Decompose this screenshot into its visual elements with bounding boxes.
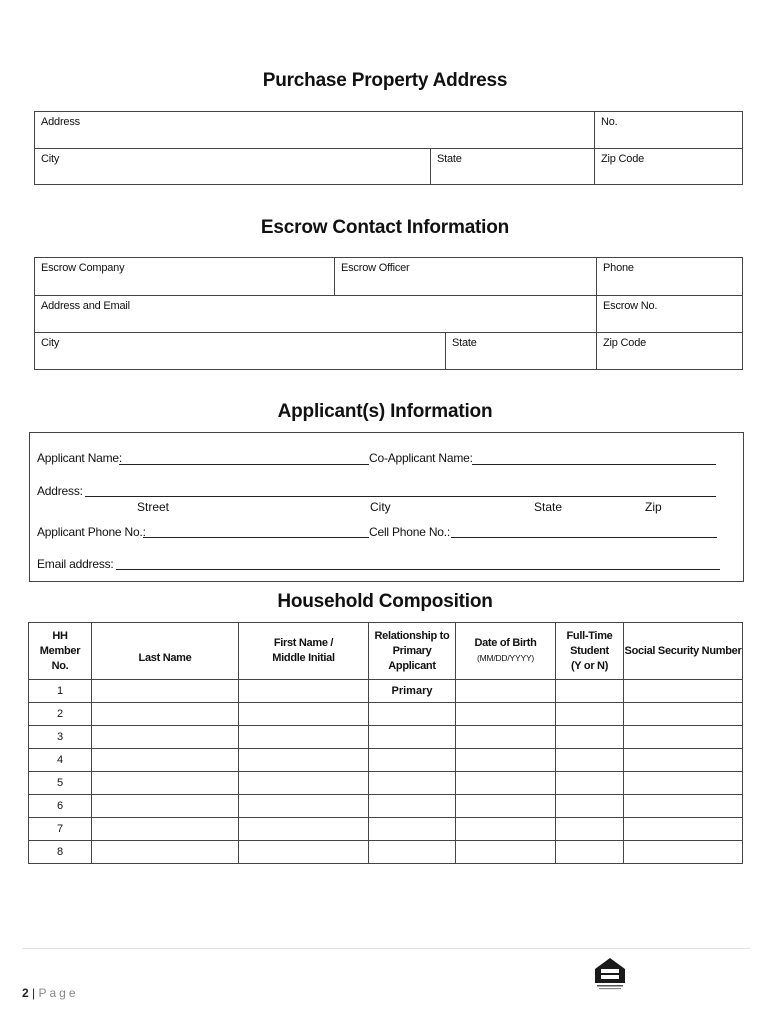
relationship-cell[interactable] [369, 818, 456, 841]
escrow-officer-field[interactable] [335, 258, 597, 296]
first-name-cell[interactable] [239, 749, 369, 772]
household-table [28, 622, 743, 864]
applicant-address-label: Address: [37, 484, 83, 498]
hh-member-number-cell: 4 [29, 749, 92, 772]
hh-member-header: HH Member No. [29, 623, 92, 680]
escrow-phone-label: Phone [603, 262, 634, 274]
property-state-field[interactable] [431, 149, 595, 185]
applicant-section-title: Applicant(s) Information [277, 401, 493, 422]
co-applicant-name-line[interactable] [472, 464, 716, 465]
property-section-title: Purchase Property Address [262, 70, 508, 91]
hh-member-number-cell: 6 [29, 795, 92, 818]
date-of-birth-cell[interactable] [456, 841, 556, 864]
applicant-phone-line[interactable] [143, 537, 369, 538]
address-city-caption: City [370, 500, 391, 514]
last-name-cell[interactable] [92, 680, 239, 703]
table-row [29, 680, 743, 703]
property-address-table [34, 111, 743, 185]
escrow-zip-field[interactable] [597, 333, 743, 370]
first-name-cell[interactable] [239, 818, 369, 841]
last-name-cell[interactable] [92, 772, 239, 795]
email-address-line[interactable] [116, 569, 720, 570]
hh-member-number-cell: 7 [29, 818, 92, 841]
ssn-cell[interactable] [624, 749, 743, 772]
full-time-student-cell[interactable] [556, 680, 624, 703]
applicant-name-label: Applicant Name: [37, 451, 123, 465]
escrow-company-label: Escrow Company [41, 262, 125, 274]
table-row [29, 818, 743, 841]
property-address-label: Address [41, 116, 80, 128]
full-time-student-header: Full-Time Student (Y or N) [556, 623, 624, 680]
date-of-birth-cell[interactable] [456, 703, 556, 726]
relationship-cell[interactable] [369, 772, 456, 795]
relationship-cell[interactable] [369, 726, 456, 749]
table-row [29, 772, 743, 795]
escrow-city-label: City [41, 337, 60, 349]
property-city-label: City [41, 153, 60, 165]
household-header-row [29, 623, 743, 680]
hh-member-number-cell: 8 [29, 841, 92, 864]
first-name-cell[interactable] [239, 726, 369, 749]
date-of-birth-cell[interactable] [456, 795, 556, 818]
first-name-cell[interactable] [239, 841, 369, 864]
escrow-zip-label: Zip Code [603, 337, 647, 349]
relationship-header: Relationship to Primary Applicant [369, 623, 456, 680]
date-of-birth-cell[interactable] [456, 749, 556, 772]
property-zip-field[interactable] [595, 149, 743, 185]
hh-member-number-cell: 2 [29, 703, 92, 726]
full-time-student-cell[interactable] [556, 795, 624, 818]
applicant-name-line[interactable] [119, 464, 369, 465]
cell-phone-line[interactable] [451, 537, 717, 538]
date-of-birth-header: Date of Birth (MM/DD/YYYY) [456, 623, 556, 680]
co-applicant-name-label: Co-Applicant Name: [369, 451, 473, 465]
escrow-number-field[interactable] [597, 296, 743, 333]
escrow-section-title: Escrow Contact Information [260, 217, 510, 238]
escrow-state-field[interactable] [446, 333, 597, 370]
property-zip-label: Zip Code [601, 153, 645, 165]
relationship-cell[interactable] [369, 703, 456, 726]
table-row [29, 703, 743, 726]
table-row [29, 795, 743, 818]
full-time-student-cell[interactable] [556, 818, 624, 841]
relationship-cell[interactable] [369, 795, 456, 818]
equal-housing-opportunity-icon [593, 955, 627, 991]
escrow-address-email-label: Address and Email [41, 300, 130, 312]
ssn-cell[interactable] [624, 680, 743, 703]
escrow-officer-label: Escrow Officer [341, 262, 410, 274]
first-name-cell[interactable] [239, 772, 369, 795]
escrow-phone-field[interactable] [597, 258, 743, 296]
address-zip-caption: Zip [645, 500, 662, 514]
applicant-address-line[interactable] [85, 496, 716, 497]
ssn-cell[interactable] [624, 772, 743, 795]
full-time-student-cell[interactable] [556, 772, 624, 795]
footer-divider [22, 948, 750, 949]
ssn-cell[interactable] [624, 841, 743, 864]
escrow-contact-table [34, 257, 743, 370]
last-name-header: Last Name [92, 623, 239, 680]
relationship-cell[interactable] [369, 841, 456, 864]
household-section-title: Household Composition [277, 591, 493, 612]
dob-format-note: (MM/DD/YYYY) [476, 653, 535, 663]
ssn-cell[interactable] [624, 818, 743, 841]
ssn-cell[interactable] [624, 795, 743, 818]
property-state-label: State [437, 153, 462, 165]
ssn-cell[interactable] [624, 726, 743, 749]
hh-member-number-cell: 1 [29, 680, 92, 703]
address-state-caption: State [534, 500, 563, 514]
page-number: 2 | Page [22, 986, 79, 1000]
first-name-cell[interactable] [239, 680, 369, 703]
table-row [29, 726, 743, 749]
last-name-cell[interactable] [92, 703, 239, 726]
hh-member-number-cell: 3 [29, 726, 92, 749]
property-address-field[interactable] [35, 112, 595, 149]
full-time-student-cell[interactable] [556, 703, 624, 726]
full-time-student-cell[interactable] [556, 726, 624, 749]
date-of-birth-cell[interactable] [456, 726, 556, 749]
relationship-cell[interactable] [369, 749, 456, 772]
escrow-city-field[interactable] [35, 333, 446, 370]
property-city-field[interactable] [35, 149, 431, 185]
date-of-birth-cell[interactable] [456, 818, 556, 841]
last-name-cell[interactable] [92, 749, 239, 772]
escrow-address-email-field[interactable] [35, 296, 597, 333]
full-time-student-cell[interactable] [556, 841, 624, 864]
property-number-field[interactable] [595, 112, 743, 149]
first-name-header: First Name / Middle Initial [239, 623, 369, 680]
cell-phone-label: Cell Phone No.: [369, 525, 451, 539]
first-name-cell[interactable] [239, 795, 369, 818]
table-row [29, 749, 743, 772]
last-name-cell[interactable] [92, 818, 239, 841]
full-time-student-cell[interactable] [556, 749, 624, 772]
ssn-cell[interactable] [624, 703, 743, 726]
last-name-cell[interactable] [92, 795, 239, 818]
escrow-company-field[interactable] [35, 258, 335, 296]
escrow-state-label: State [452, 337, 477, 349]
first-name-cell[interactable] [239, 703, 369, 726]
escrow-number-label: Escrow No. [603, 300, 658, 312]
email-address-label: Email address: [37, 557, 114, 571]
relationship-cell[interactable]: Primary [369, 680, 456, 703]
property-number-label: No. [601, 116, 618, 128]
date-of-birth-cell[interactable] [456, 680, 556, 703]
address-street-caption: Street [137, 500, 170, 514]
last-name-cell[interactable] [92, 726, 239, 749]
applicant-phone-label: Applicant Phone No.: [37, 525, 146, 539]
ssn-header: Social Security Number [624, 623, 743, 680]
hh-member-number-cell: 5 [29, 772, 92, 795]
table-row [29, 841, 743, 864]
date-of-birth-cell[interactable] [456, 772, 556, 795]
last-name-cell[interactable] [92, 841, 239, 864]
